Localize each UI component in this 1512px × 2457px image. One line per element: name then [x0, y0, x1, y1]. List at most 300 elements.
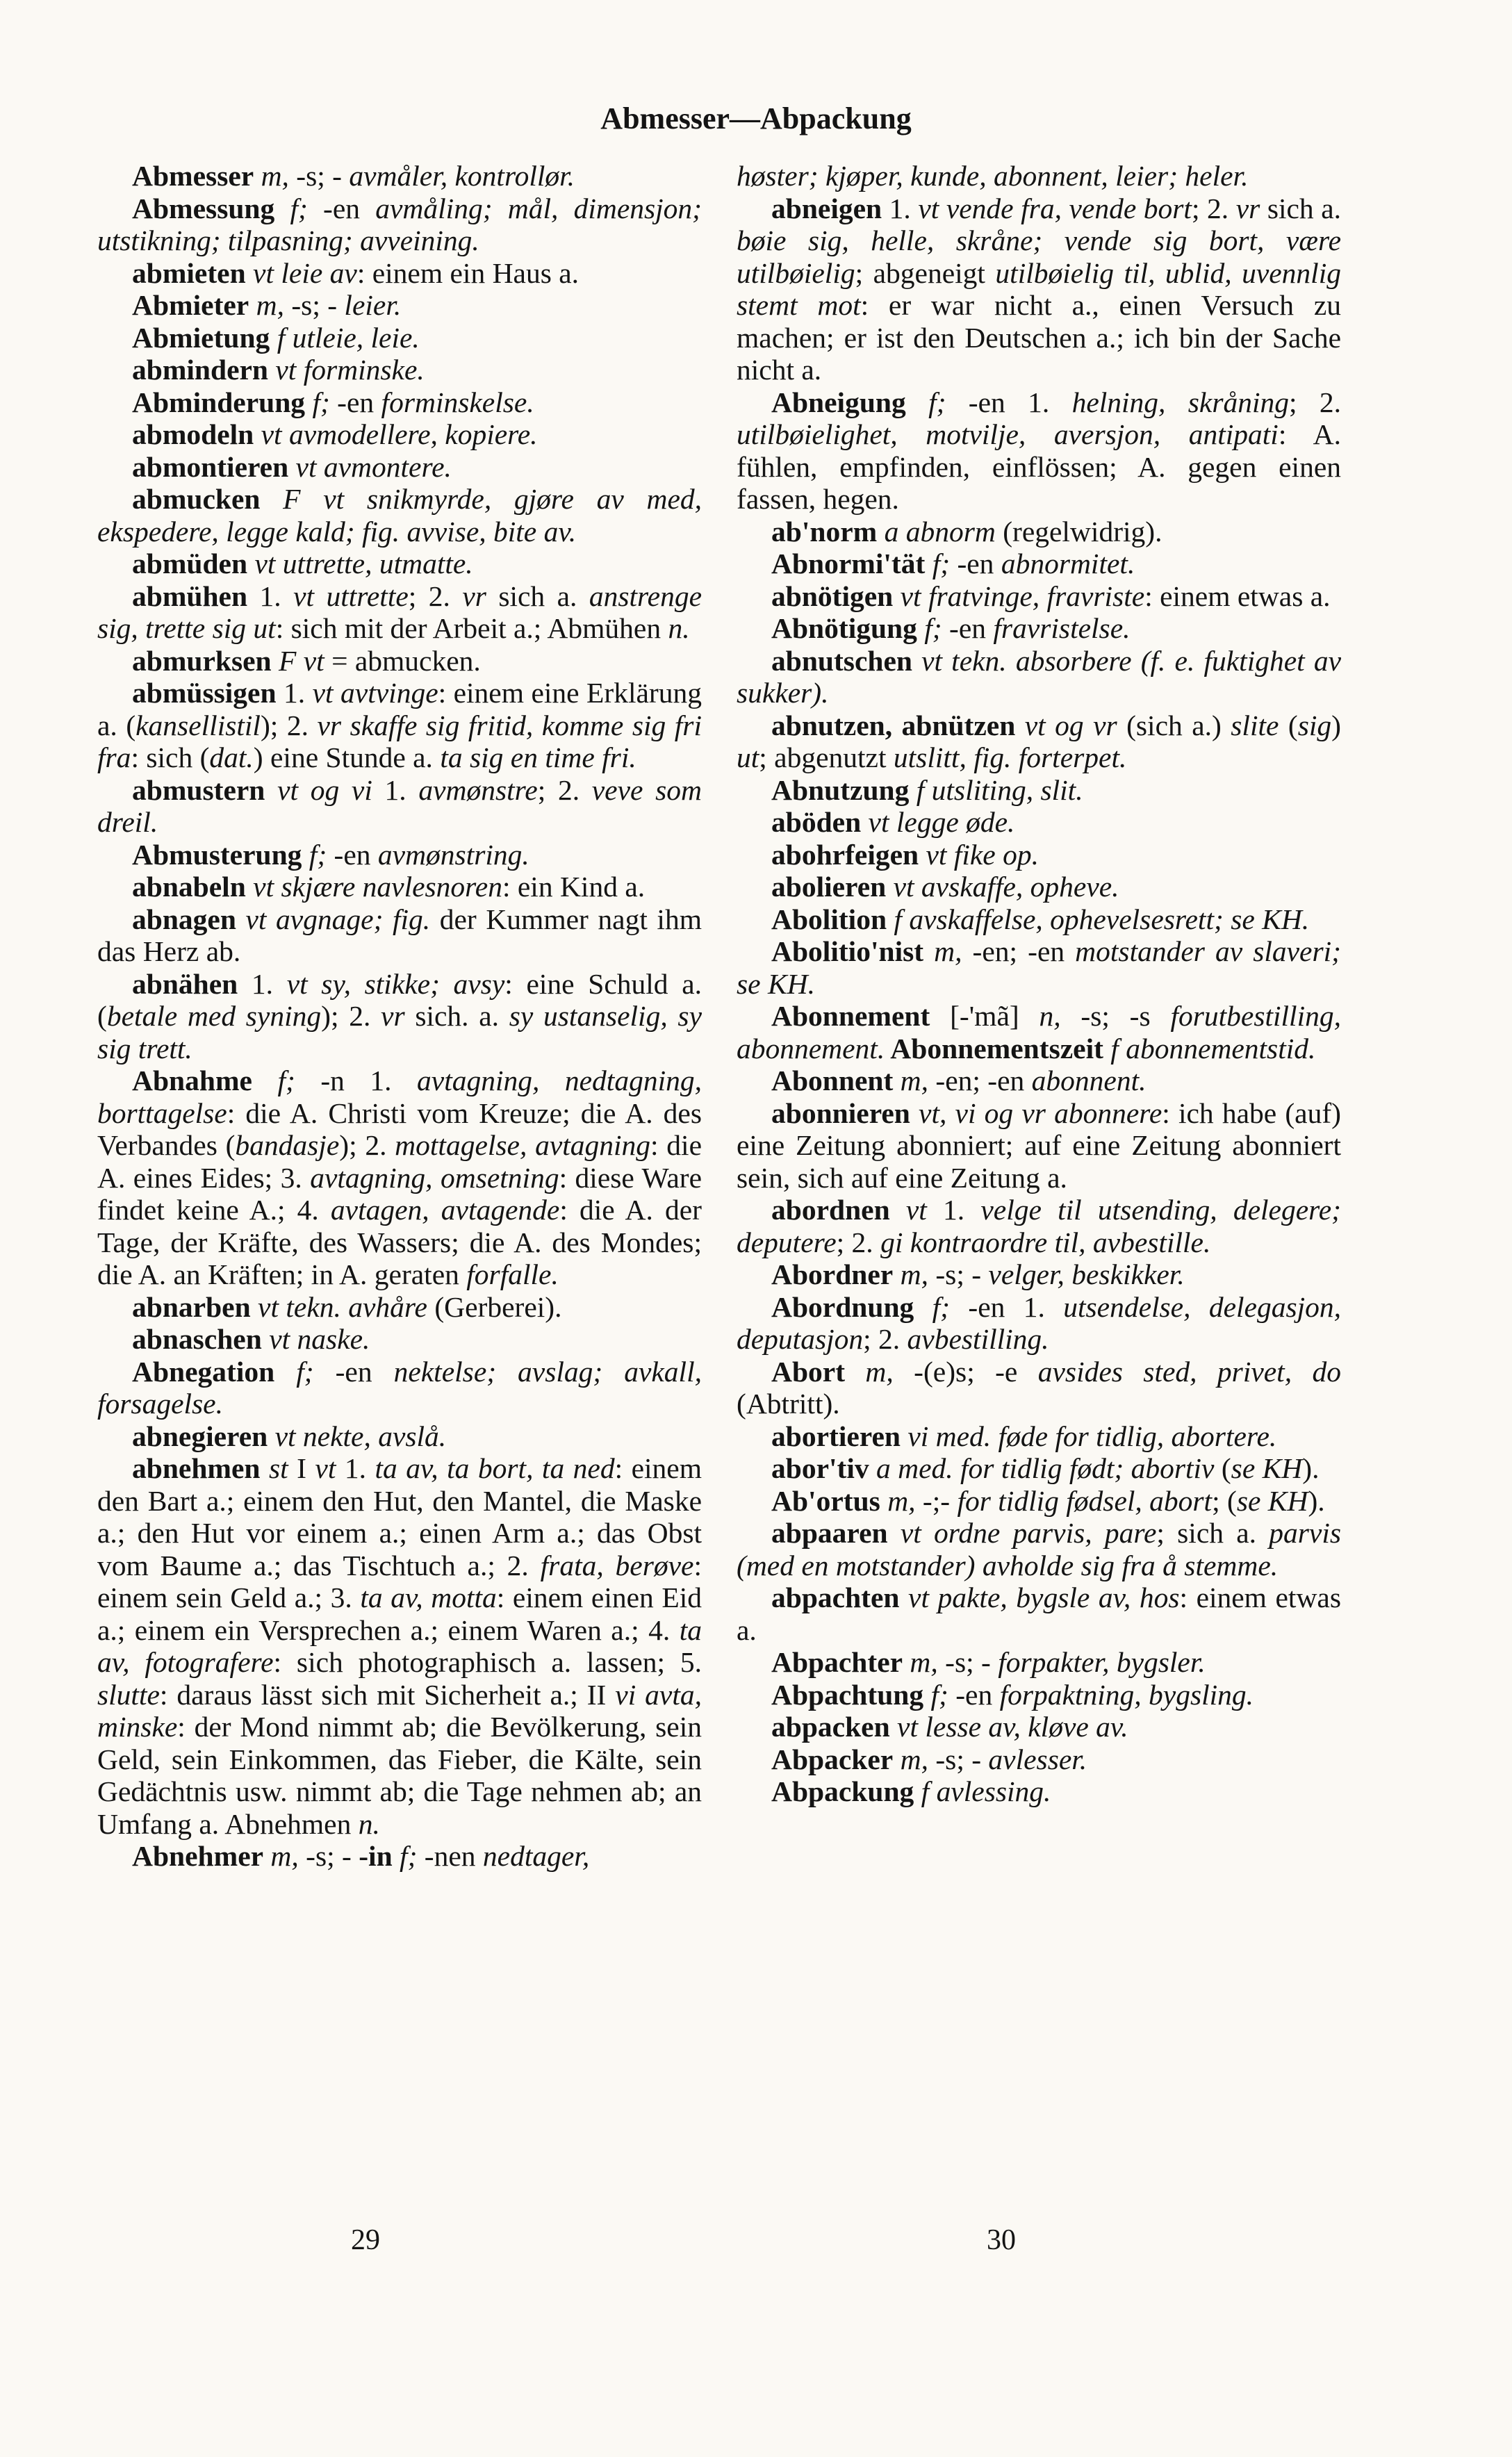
- left-column: [97, 160, 702, 1873]
- dictionary-entry: [97, 483, 702, 548]
- headword: abnegieren: [132, 1420, 268, 1452]
- entry-text: frata, berøve: [540, 1549, 694, 1581]
- entry-text: -;-: [915, 1484, 958, 1517]
- entry-text: vr skaffe sig fritid, komme sig fri fra: [97, 709, 702, 773]
- entry-text: ; 2.: [836, 1226, 881, 1258]
- dictionary-entry: [737, 935, 1341, 1000]
- entry-text: fravristelse.: [993, 612, 1131, 644]
- entry-text: (: [1214, 1452, 1231, 1484]
- entry-text: vt avskaffe, opheve.: [886, 871, 1119, 903]
- entry-text: f;: [925, 548, 951, 580]
- headword: Abnormi'tät: [771, 548, 926, 580]
- entry-text: vt: [315, 1452, 336, 1484]
- dictionary-entry: [737, 1356, 1341, 1420]
- dictionary-entry: [737, 160, 1341, 192]
- entry-text: ; abgeneigt: [855, 256, 996, 289]
- headword: abnaschen: [132, 1323, 262, 1355]
- dictionary-entry: [737, 1258, 1341, 1291]
- headword: Abnehmer: [132, 1840, 264, 1872]
- entry-text: vt tekn. avhåre: [250, 1290, 427, 1323]
- entry-text: 1.: [926, 1194, 981, 1226]
- entry-text: kansellistil: [135, 709, 261, 741]
- entry-text: vt skjære navlesnoren: [245, 871, 502, 903]
- dictionary-entry: [737, 1485, 1341, 1518]
- entry-text: (sich a.): [1117, 709, 1231, 741]
- entry-text: bøie sig, helle, skråne; vende sig bort, være utilbøielig: [737, 224, 1341, 289]
- dictionary-entry: [97, 192, 702, 257]
- entry-text: f;: [392, 1840, 418, 1872]
- dictionary-entry: [97, 386, 702, 419]
- headword: Abmesser: [132, 160, 254, 192]
- entry-text: : die A. Christi vom Kreuze; die A. des Verbandes (: [97, 1096, 702, 1161]
- entry-text: vt fratvinge, fravriste: [893, 580, 1145, 612]
- entry-text: avbestilling.: [907, 1323, 1049, 1355]
- entry-text: avtagning, omsetning: [310, 1161, 559, 1194]
- entry-text: : sich (: [131, 741, 210, 773]
- headword: abohrfeigen: [771, 838, 919, 871]
- entry-text: gi kontraordre til, avbestille.: [880, 1226, 1211, 1258]
- dictionary-entry: [97, 1291, 702, 1324]
- dictionary-entry: [97, 645, 702, 677]
- entry-text: ut: [737, 741, 759, 773]
- dictionary-entry: [737, 516, 1341, 548]
- entry-text: ).: [1308, 1484, 1325, 1517]
- entry-text: vr: [462, 580, 486, 612]
- entry-text: f;: [274, 1355, 314, 1388]
- entry-text: I: [288, 1452, 315, 1484]
- entry-text: F vt: [271, 644, 324, 677]
- dictionary-entry: [97, 418, 702, 451]
- entry-text: sich a.: [486, 580, 589, 612]
- entry-text: avtagning, nedtagning, borttagelse: [97, 1065, 702, 1129]
- dictionary-entry: [737, 1743, 1341, 1776]
- entry-text: : einem einen Eid a.; einem ein Versprechen a.; einem Waren a.; 4.: [97, 1581, 702, 1646]
- entry-text: ; abgenutzt: [759, 741, 894, 773]
- headword: abnehmen: [132, 1452, 261, 1484]
- entry-text: slutte: [97, 1678, 160, 1711]
- headword: abmucken: [132, 483, 261, 515]
- entry-text: avmønstre: [418, 773, 538, 806]
- entry-text: : diese Ware findet keine A.; 4.: [97, 1161, 702, 1226]
- dictionary-entry: [97, 451, 702, 484]
- entry-text: vr: [1235, 192, 1260, 224]
- headword: Abminderung: [132, 386, 306, 418]
- headword: abmindern: [132, 354, 269, 386]
- entry-text: forutbestilling, abonnement.: [737, 1000, 1341, 1065]
- dictionary-entry: [737, 1000, 1341, 1065]
- entry-text: m,: [263, 1840, 299, 1872]
- entry-text: vt tekn. absorbere (f. e. fuktighet av sukker).: [737, 644, 1341, 709]
- entry-text: ; (: [1212, 1484, 1237, 1517]
- headword: abnutschen: [771, 644, 912, 677]
- entry-text: -s; -: [928, 1258, 989, 1290]
- dictionary-entry: [97, 160, 702, 192]
- headword: Abmieter: [132, 289, 249, 321]
- entry-text: der Kummer nagt ihm das Herz ab.: [97, 903, 702, 967]
- entry-text: (: [1279, 709, 1298, 741]
- entry-text: m,: [903, 1646, 938, 1678]
- entry-text: ); 2.: [260, 709, 318, 741]
- dictionary-entry: [97, 257, 702, 290]
- entry-text: 1.: [238, 967, 287, 1000]
- entry-text: = abmucken.: [324, 644, 481, 677]
- entry-text: ; 2.: [408, 580, 463, 612]
- entry-text: vt uttrette, utmatte.: [247, 548, 473, 580]
- entry-text: nedtager,: [482, 1840, 590, 1872]
- entry-text: m,: [845, 1355, 894, 1388]
- entry-text: m,: [893, 1258, 928, 1290]
- entry-text: : sich photographisch a. lassen; 5.: [273, 1646, 702, 1678]
- entry-text: n.: [668, 612, 690, 644]
- entry-text: f;: [252, 1065, 295, 1096]
- entry-text: m,: [880, 1484, 916, 1517]
- entry-text: vt pakte, bygsle av, hos: [899, 1581, 1180, 1613]
- headword: aböden: [771, 806, 862, 838]
- entry-text: motstander av slaveri; se KH.: [737, 935, 1341, 1000]
- headword: abmodeln: [132, 418, 254, 450]
- entry-text: : der Mond nimmt ab; die Bevölkerung, sein Geld, sein Einkommen, das Fieber, die Kälte, sein Gedächtnis usw. nimmt ab; die Tage nehmen ab; an Umfang a. Abnehmen: [97, 1711, 702, 1840]
- entry-text: : A. fühlen, empfinden, einflössen; A. gegen einen fassen, hegen.: [737, 418, 1341, 515]
- running-header: Abmesser—Abpackung: [600, 101, 912, 135]
- headword: abmüssigen: [132, 677, 277, 709]
- entry-text: [-'mã]: [930, 1000, 1040, 1032]
- entry-text: : einem sein Geld a.; 3.: [97, 1549, 702, 1613]
- entry-text: n.: [358, 1807, 380, 1840]
- entry-text: mottagelse, avtagning: [395, 1129, 651, 1161]
- entry-text: forpaktning, bygsling.: [999, 1678, 1254, 1711]
- headword: Abpacker: [771, 1743, 894, 1775]
- entry-text: avmåling; mål, dimensjon; utstikning; tilpasning; avveining.: [97, 192, 702, 256]
- dictionary-entry: [737, 192, 1341, 386]
- entry-text: ; 2.: [537, 773, 592, 806]
- entry-text: a abnorm: [877, 515, 996, 548]
- entry-text: helning, skråning: [1071, 386, 1290, 418]
- headword: abmurksen: [132, 644, 272, 677]
- entry-text: -s; -: [298, 1840, 359, 1872]
- headword: Abnötigung: [771, 612, 917, 644]
- dictionary-entry: [97, 580, 702, 645]
- entry-text: sy ustanselig, sy sig trett.: [97, 1000, 702, 1065]
- entry-text: st: [260, 1452, 288, 1484]
- dictionary-entry: [97, 774, 702, 839]
- headword: Abordnung: [771, 1290, 914, 1323]
- headword: abpachten: [771, 1581, 900, 1613]
- page-number-left: 29: [351, 2224, 380, 2256]
- headword: Abolition: [771, 903, 887, 935]
- entry-text: ta sig en time fri.: [440, 741, 636, 773]
- entry-text: : eine Schuld a. (: [97, 967, 702, 1032]
- dictionary-entry: [97, 1323, 702, 1356]
- entry-text: ta av, ta bort, ta ned: [375, 1452, 615, 1484]
- entry-text: veve som dreil.: [97, 773, 702, 838]
- entry-text: -s; -: [928, 1743, 989, 1775]
- entry-text: vt: [889, 1194, 927, 1226]
- entry-text: ta av, fotografere: [97, 1613, 702, 1678]
- entry-text: utilbøielig til, ublid, uvennlig stemt mot: [737, 256, 1341, 321]
- entry-text: f;: [923, 1678, 948, 1711]
- dictionary-entry: [737, 806, 1341, 839]
- entry-text: n,: [1039, 1000, 1061, 1032]
- entry-text: f avlessing.: [914, 1775, 1051, 1807]
- dictionary-entry: [737, 612, 1341, 645]
- entry-text: ; 2.: [1191, 192, 1236, 224]
- entry-text: -n 1.: [295, 1065, 418, 1096]
- dictionary-entry: [737, 1420, 1341, 1453]
- entry-text: ) eine Stunde a.: [253, 741, 441, 773]
- page-number-right: 30: [987, 2224, 1016, 2256]
- headword: abmüden: [132, 548, 248, 580]
- entry-text: ).: [1302, 1452, 1320, 1484]
- entry-text: 1.: [247, 580, 294, 612]
- entry-text: abnormitet.: [1001, 548, 1135, 580]
- entry-text: ta av, motta: [360, 1581, 497, 1613]
- entry-text: : einem ein Haus a.: [356, 256, 580, 289]
- dictionary-entry: [737, 645, 1341, 709]
- entry-text: : die A. eines Eides; 3.: [97, 1129, 702, 1194]
- entry-text: ; 2.: [863, 1323, 907, 1355]
- dictionary-entry: [97, 1065, 702, 1291]
- dictionary-entry: [97, 1840, 702, 1873]
- headword: Abordner: [771, 1258, 894, 1290]
- dictionary-entry: [97, 677, 702, 774]
- entry-text: (Abtritt).: [737, 1388, 840, 1420]
- entry-text: : sich mit der Arbeit a.; Abmühen: [275, 612, 668, 644]
- entry-text: f abonnementstid.: [1103, 1032, 1316, 1065]
- entry-text: vi avta, minske: [97, 1678, 702, 1743]
- headword: Abmessung: [132, 192, 275, 224]
- headword: abolieren: [771, 871, 887, 903]
- entry-text: -en 1.: [946, 386, 1072, 418]
- entry-text: f;: [917, 612, 942, 644]
- entry-text: -nen: [417, 1840, 483, 1872]
- entry-text: 1.: [336, 1452, 375, 1484]
- entry-text: avmønstring.: [377, 838, 529, 871]
- right-column: [737, 160, 1341, 1808]
- entry-text: -s; -: [288, 160, 350, 192]
- entry-text: f;: [274, 192, 308, 224]
- entry-text: ); 2.: [321, 1000, 381, 1032]
- entry-text: dat.: [209, 741, 254, 773]
- entry-text: vt, vi og vr abonnere: [910, 1096, 1162, 1129]
- entry-text: : die A. der Tage, der Kräfte, des Wassers; die A. des Mondes; die A. an Kräften; in A. geraten: [97, 1194, 702, 1290]
- entry-text: : einem den Bart a.; einem den Hut, den Mantel, die Maske a.; den Hut vor einem a.; einen Arm a.; das Obst vom Baume a.; das Tischtuch a.; 2.: [97, 1452, 702, 1581]
- dictionary-entry: [737, 580, 1341, 613]
- entry-text: nektelse; avslag; avkall, forsagelse.: [97, 1355, 702, 1420]
- entry-text: m,: [923, 935, 962, 967]
- entry-text: -en 1.: [950, 1290, 1064, 1323]
- entry-text: : er war nicht a., einen Versuch zu machen; er ist den Deutschen a.; ich bin der Sache nicht a.: [737, 289, 1341, 386]
- entry-text: leier.: [344, 289, 402, 321]
- headword: abmieten: [132, 256, 246, 289]
- dictionary-entry: [737, 774, 1341, 807]
- entry-text: -s; -s: [1060, 1000, 1171, 1032]
- headword: ab'norm: [771, 515, 878, 548]
- entry-text: vi med. føde for tidlig, abortere.: [900, 1420, 1277, 1452]
- entry-text: vt ordne parvis, pare: [887, 1517, 1157, 1549]
- entry-text: ); 2.: [339, 1129, 395, 1161]
- dictionary-entry: [737, 903, 1341, 936]
- dictionary-entry: [97, 1452, 702, 1840]
- headword: Abnegation: [132, 1355, 275, 1388]
- dictionary-entry: [97, 548, 702, 580]
- entry-text: betale med syning: [106, 1000, 322, 1032]
- entry-text: se KH: [1236, 1484, 1308, 1517]
- entry-text: velge til utsending, delegere; deputere: [737, 1194, 1341, 1258]
- dictionary-entry: [737, 1065, 1341, 1097]
- entry-text: : ein Kind a.: [502, 871, 646, 903]
- headword: abor'tiv: [771, 1452, 869, 1484]
- headword: abmontieren: [132, 450, 289, 483]
- entry-text: ; 2.: [1289, 386, 1342, 418]
- dictionary-entry: [737, 839, 1341, 871]
- headword: Abnutzung: [771, 773, 910, 806]
- headword: Abmusterung: [132, 838, 302, 871]
- dictionary-entry: [737, 709, 1341, 774]
- entry-text: forpakter, bygsler.: [998, 1646, 1206, 1678]
- entry-text: -en: [307, 192, 376, 224]
- entry-text: -en: [948, 1678, 1000, 1711]
- entry-text: sich a.: [1260, 192, 1342, 224]
- entry-text: 1.: [372, 773, 419, 806]
- headword: abneigen: [771, 192, 882, 224]
- headword: Abpackung: [771, 1775, 914, 1807]
- dictionary-entry: [737, 1711, 1341, 1743]
- dictionary-entry: [97, 289, 702, 322]
- entry-text: sig: [1297, 709, 1332, 741]
- entry-text: vt naske.: [261, 1323, 370, 1355]
- entry-text: vt vende fra, vende bort: [918, 192, 1192, 224]
- headword: Abnahme: [132, 1065, 252, 1096]
- entry-text: vt uttrette: [293, 580, 409, 612]
- headword: abnarben: [132, 1290, 251, 1323]
- dictionary-entry: [97, 322, 702, 354]
- entry-text: avsides sted, privet, do: [1037, 1355, 1341, 1388]
- entry-text: vt lesse av, kløve av.: [889, 1711, 1128, 1743]
- entry-text: vt sy, stikke; avsy: [286, 967, 505, 1000]
- entry-text: forminskelse.: [381, 386, 534, 418]
- entry-text: a med. for tidlig født; abortiv: [869, 1452, 1215, 1484]
- headword: -in: [359, 1840, 393, 1872]
- entry-text: f utleie, leie.: [270, 321, 420, 354]
- headword: abpaaren: [771, 1517, 888, 1549]
- entry-text: m,: [893, 1743, 928, 1775]
- dictionary-entry: [737, 1452, 1341, 1485]
- dictionary-entry: [737, 1291, 1341, 1356]
- headword: abonnieren: [771, 1096, 910, 1129]
- entry-text: vt og vr: [1015, 709, 1117, 741]
- headword: abortieren: [771, 1420, 901, 1452]
- headword: abnagen: [132, 903, 236, 935]
- entry-text: for tidlig fødsel, abort: [957, 1484, 1213, 1517]
- entry-text: f;: [305, 386, 330, 418]
- entry-text: f avskaffelse, ophevelsesrett; se KH.: [887, 903, 1310, 935]
- entry-text: sich. a.: [404, 1000, 509, 1032]
- entry-text: vt leie av: [245, 256, 357, 289]
- entry-text: : einem eine Erklärung a. (: [97, 677, 702, 741]
- headword: Abmietung: [132, 321, 270, 354]
- entry-text: vt nekte, avslå.: [268, 1420, 447, 1452]
- entry-text: -s; -: [937, 1646, 999, 1678]
- entry-text: avtagen, avtagende: [330, 1194, 560, 1226]
- entry-text: -s; -: [284, 289, 345, 321]
- headword: abnutzen, abnützen: [771, 709, 1016, 741]
- entry-text: ; sich a.: [1156, 1517, 1269, 1549]
- entry-text: se KH: [1231, 1452, 1303, 1484]
- entry-text: utsendelse, delegasjon, deputasjon: [737, 1290, 1341, 1355]
- entry-text: m,: [893, 1065, 929, 1096]
- entry-text: vr: [381, 1000, 405, 1032]
- entry-text: vt og vi: [265, 773, 372, 806]
- dictionary-entry: [97, 1420, 702, 1453]
- entry-text: slite: [1231, 709, 1279, 741]
- headword: Abonnent: [771, 1065, 894, 1096]
- entry-text: vt avmontere.: [288, 450, 452, 483]
- entry-text: vt avmodellere, kopiere.: [254, 418, 538, 450]
- headword: Ab'ortus: [771, 1484, 880, 1517]
- entry-text: -(e)s; -e: [893, 1355, 1038, 1388]
- headword: abmühen: [132, 580, 248, 612]
- entry-text: (regelwidrig).: [995, 515, 1162, 548]
- dictionary-entry: [737, 1679, 1341, 1711]
- entry-text: -en: [313, 1355, 394, 1388]
- dictionary-entry: [737, 386, 1341, 516]
- entry-text: vt avgnage; fig.: [236, 903, 431, 935]
- headword: Abpachtung: [771, 1678, 924, 1711]
- entry-text: : einem etwas a.: [1144, 580, 1331, 612]
- dictionary-entry: [737, 1097, 1341, 1194]
- headword: abnabeln: [132, 871, 246, 903]
- entry-text: -en: [329, 386, 381, 418]
- entry-text: avmåler, kontrollør.: [349, 160, 575, 192]
- entry-text: -en; -en: [962, 935, 1076, 967]
- entry-text: m,: [254, 160, 289, 192]
- entry-text: utilbøielighet, motvilje, aversjon, antipati: [737, 418, 1279, 450]
- entry-text: høster; kjøper, kunde, abonnent, leier; heler.: [737, 160, 1249, 192]
- entry-text: vt legge øde.: [861, 806, 1015, 838]
- entry-text: velger, beskikker.: [988, 1258, 1185, 1290]
- headword: abordnen: [771, 1194, 890, 1226]
- entry-text: ): [1331, 709, 1341, 741]
- headword: Abolitio'nist: [771, 935, 924, 967]
- dictionary-entry: [737, 1581, 1341, 1646]
- headword: Abonnementszeit: [885, 1032, 1103, 1065]
- entry-text: : einem etwas a.: [737, 1581, 1341, 1646]
- entry-text: f utsliting, slit.: [909, 773, 1083, 806]
- headword: abnähen: [132, 967, 238, 1000]
- headword: Abneigung: [771, 386, 906, 418]
- dictionary-entry: [737, 548, 1341, 580]
- entry-text: abonnent.: [1031, 1065, 1147, 1096]
- entry-text: : ich habe (auf) eine Zeitung abonniert; auf eine Zeitung abonniert sein, sich auf eine Zeitung a.: [737, 1096, 1341, 1194]
- dictionary-entry: [97, 839, 702, 871]
- dictionary-entry: [97, 903, 702, 968]
- entry-text: forfalle.: [466, 1258, 559, 1290]
- dictionary-entry: [737, 871, 1341, 903]
- dictionary-entry: [737, 1194, 1341, 1258]
- dictionary-entry: [97, 1356, 702, 1420]
- dictionary-entry: [737, 1775, 1341, 1808]
- headword: abnötigen: [771, 580, 894, 612]
- entry-text: f;: [914, 1290, 951, 1323]
- entry-text: avlesser.: [988, 1743, 1087, 1775]
- headword: Abort: [771, 1355, 846, 1388]
- headword: abpacken: [771, 1711, 890, 1743]
- headword: abmustern: [132, 773, 265, 806]
- entry-text: vt avtvinge: [312, 677, 438, 709]
- entry-text: m,: [249, 289, 284, 321]
- entry-text: 1.: [276, 677, 313, 709]
- entry-text: -en; -en: [928, 1065, 1032, 1096]
